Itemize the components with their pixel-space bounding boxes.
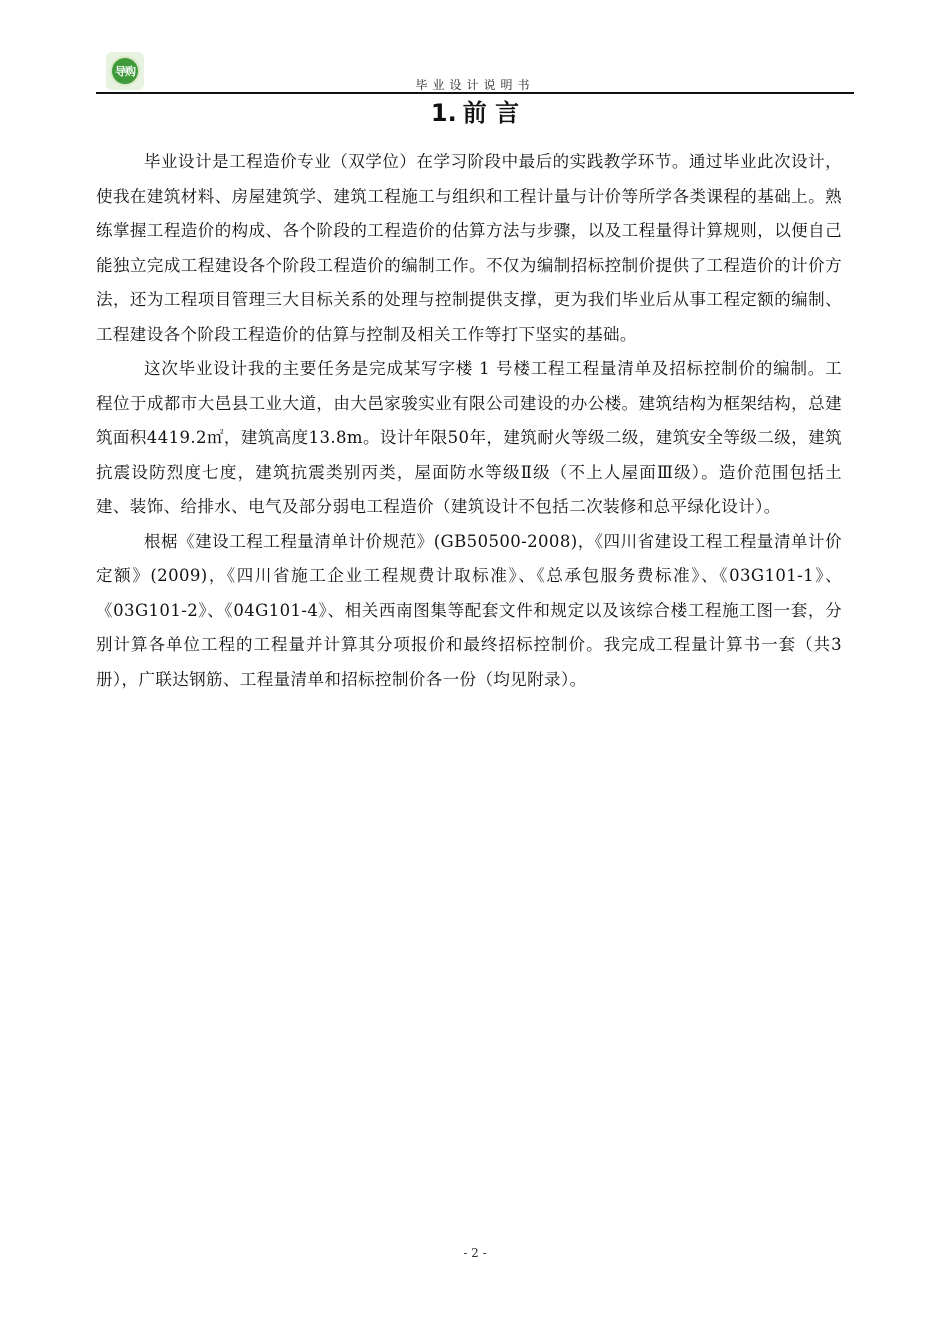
section-title xyxy=(0,98,950,128)
paragraph-task: 这次毕业设计我的主要任务是完成某写字楼 1 号楼工程工程量清单及招标控制价的编制。工程位于成都市大邑县工业大道，由大邑家骏实业有限公司建设的办公楼。建筑结构为框架结构，总建筑面积4419.2㎡，建筑高度13.8m。设计年限50年，建筑耐火等级二级，建筑安全等级二级，建筑抗震设防烈度七度，建筑抗震类别丙类，屋面防水等级Ⅱ级（不上人屋面Ⅲ级）。造价范围包括土建、装饰、给排水、电气及部分弱电工程造价（建筑设计不包括二次装修和总平绿化设计）。 xyxy=(96,359,842,516)
logo-mark: 导购 xyxy=(110,56,140,86)
paragraph-intro: 毕业设计是工程造价专业（双学位）在学习阶段中最后的实践教学环节。通过毕业此次设计，使我在建筑材料、房屋建筑学、建筑工程施工与组织和工程计量与计价等所学各类课程的基础上。熟练掌握工程造价的构成、各个阶段的工程造价的估算方法与步骤，以及工程量得计算规则，以便自己能独立完成工程建设各个阶段工程造价的编制工作。不仅为编制招标控制价提供了工程造价的计价方法，还为工程项目管理三大目标关系的处理与控制提供支撑，更为我们毕业后从事工程定额的编制、工程建设各个阶段工程造价的估算与控制及相关工作等打下坚实的基础。 xyxy=(96,152,842,344)
body-text xyxy=(96,145,842,697)
page-number: - 2 - xyxy=(463,1246,487,1260)
section-heading: 前 言 xyxy=(462,99,520,127)
header-divider xyxy=(96,92,854,94)
section-number: 1. xyxy=(430,99,457,127)
running-header: 毕业设计说明书 xyxy=(415,78,535,92)
paragraph-basis: 根椐《建设工程工程量清单计价规范》(GB50500-2008)，《四川省建设工程工程量清单计价定额》(2009)，《四川省施工企业工程规费计取标准》、《总承包服务费标准》、《03G101-1》、《03G101-2》、《04G101-4》、相关西南图集等配套文件和规定以及该综合楼工程施工图一套，分别计算各单位工程的工程量并计算其分项报价和最终招标控制价。我完成工程量计算书一套（共3册），广联达钢筋、工程量清单和招标控制价各一份（均见附录）。 xyxy=(96,531,842,689)
